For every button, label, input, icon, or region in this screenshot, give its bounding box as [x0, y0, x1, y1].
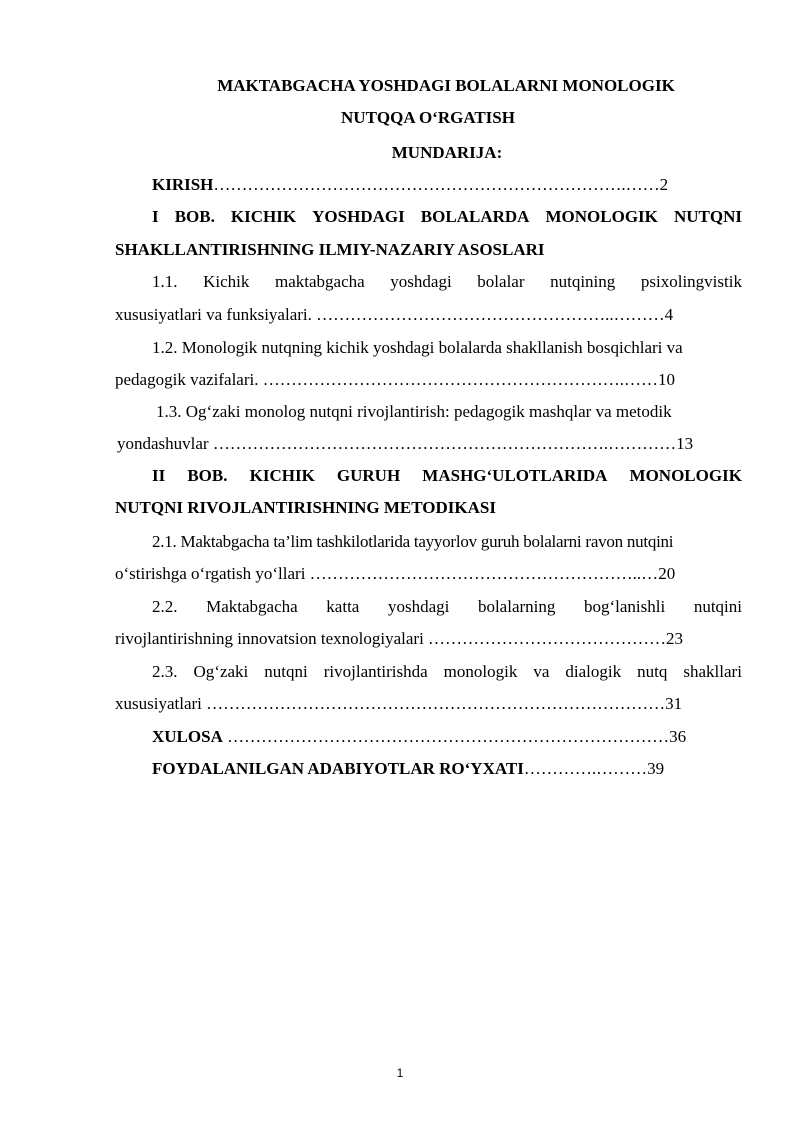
word: bolalar [477, 272, 525, 291]
toc-section-text: rivojlantirishning innovatsion texnologiyalari …………………………………… [115, 629, 667, 648]
toc-section-text: yondashuvlar …………………………………………………………….………… [117, 434, 677, 453]
toc-intro-page: 2 [659, 175, 669, 194]
word: yoshdagi [390, 272, 452, 291]
toc-references-label: FOYDALANILGAN ADABIYOTLAR RO‘YXATI [152, 759, 524, 778]
document-title-line-1: MAKTABGACHA YOSHDAGI BOLALARNI MONOLOGIK [217, 76, 675, 95]
toc-section-text: xususiyatlari va funksiyalari. ……………………………………………..……… [115, 305, 665, 324]
page-number: 1 [396, 1066, 404, 1080]
toc-entry-intro [152, 175, 668, 195]
word: MASHG‘ULOTLARIDA [422, 466, 608, 485]
toc-section-1-2-line-1: 1.2. Monologik nutqning kichik yoshdagi bolalarda shakllanish bosqichlari va [152, 338, 683, 357]
toc-chapter-1-line-2: SHAKLLANTIRISHNING ILMIY-NAZARIY ASOSLARI [115, 240, 545, 259]
toc-page-number: 13 [676, 434, 694, 453]
toc-section-2-2-line-1 [152, 597, 742, 617]
toc-intro-label: KIRISH [152, 175, 214, 194]
toc-chapter-1-line-1 [152, 207, 742, 227]
toc-references-page: 39 [647, 759, 665, 778]
word: BOB. [187, 466, 228, 485]
word: bolalarning [477, 597, 556, 616]
toc-page-number: 31 [665, 694, 683, 713]
word: bog‘lanishli [583, 597, 666, 616]
word: Kichik [203, 272, 250, 291]
word: BOLALARDA [420, 207, 530, 226]
toc-section-text: o‘stirishga o‘rgatish yo‘llari …………………………………………………..… [115, 564, 659, 583]
toc-page-number: 23 [666, 629, 684, 648]
toc-conclusion-label: XULOSA [152, 727, 223, 746]
toc-section-2-3-line-1 [152, 662, 742, 682]
word: shakllari [683, 662, 742, 681]
word: NUTQNI [673, 207, 742, 226]
toc-section-2-1-line-2 [115, 564, 675, 584]
word: KICHIK [249, 466, 315, 485]
word: nutqni [264, 662, 308, 681]
word: yoshdagi [387, 597, 450, 616]
toc-section-1-1-line-1 [152, 272, 742, 292]
word: psixolingvistik [640, 272, 742, 291]
toc-references-leader: ………….……… [523, 759, 648, 778]
word: rivojlantirishda [323, 662, 428, 681]
toc-section-text: pedagogik vazifalari. ……………………………………………………….…… [115, 370, 658, 389]
toc-entry-conclusion [152, 727, 686, 747]
word: BOB. [174, 207, 215, 226]
toc-section-1-2-line-2 [115, 370, 675, 390]
toc-intro-leader: ……………………………………………………………….…… [213, 175, 660, 194]
word: maktabgacha [275, 272, 365, 291]
toc-section-2-2-line-2 [115, 629, 683, 649]
word: KICHIK [230, 207, 297, 226]
word: II [152, 466, 166, 485]
word: I [152, 207, 159, 226]
toc-entry-references [152, 759, 664, 779]
word: va [533, 662, 550, 681]
word: nutq [637, 662, 668, 681]
toc-conclusion-page: 36 [669, 727, 687, 746]
word: Og‘zaki [193, 662, 249, 681]
word: monologik [443, 662, 518, 681]
toc-page-number: 20 [658, 564, 676, 583]
word: dialogik [565, 662, 622, 681]
toc-chapter-2-line-1 [152, 466, 742, 486]
word: GURUH [336, 466, 401, 485]
toc-section-2-1-line-1: 2.1. Maktabgacha ta’lim tashkilotlarida tayyorlov guruh bolalarni ravon nutqini [152, 532, 674, 551]
toc-chapter-2-line-2: NUTQNI RIVOJLANTIRISHNING METODIKASI [115, 498, 496, 517]
word: katta [326, 597, 360, 616]
toc-section-text: xususiyatlari ……………………………………………………………………… [115, 694, 666, 713]
toc-page-number: 4 [664, 305, 674, 324]
toc-section-1-3-line-2 [117, 434, 693, 454]
contents-heading: MUNDARIJA: [391, 143, 503, 162]
toc-section-2-3-line-2 [115, 694, 682, 714]
word: 2.2. [152, 597, 178, 616]
word: YOSHDAGI [312, 207, 405, 226]
word: MONOLOGIK [629, 466, 742, 485]
toc-page-number: 10 [658, 370, 675, 389]
toc-section-1-1-line-2 [115, 305, 673, 325]
toc-conclusion-leader: …………………………………………………………………… [222, 727, 670, 746]
document-title-line-2: NUTQQA O‘RGATISH [341, 108, 515, 127]
toc-section-1-3-line-1: 1.3. Og‘zaki monolog nutqni rivojlantirish: pedagogik mashqlar va metodik [156, 402, 672, 421]
word: nutqining [550, 272, 616, 291]
word: 1.1. [152, 272, 178, 291]
word: MONOLOGIK [545, 207, 658, 226]
word: Maktabgacha [206, 597, 298, 616]
word: 2.3. [152, 662, 178, 681]
word: nutqini [693, 597, 742, 616]
